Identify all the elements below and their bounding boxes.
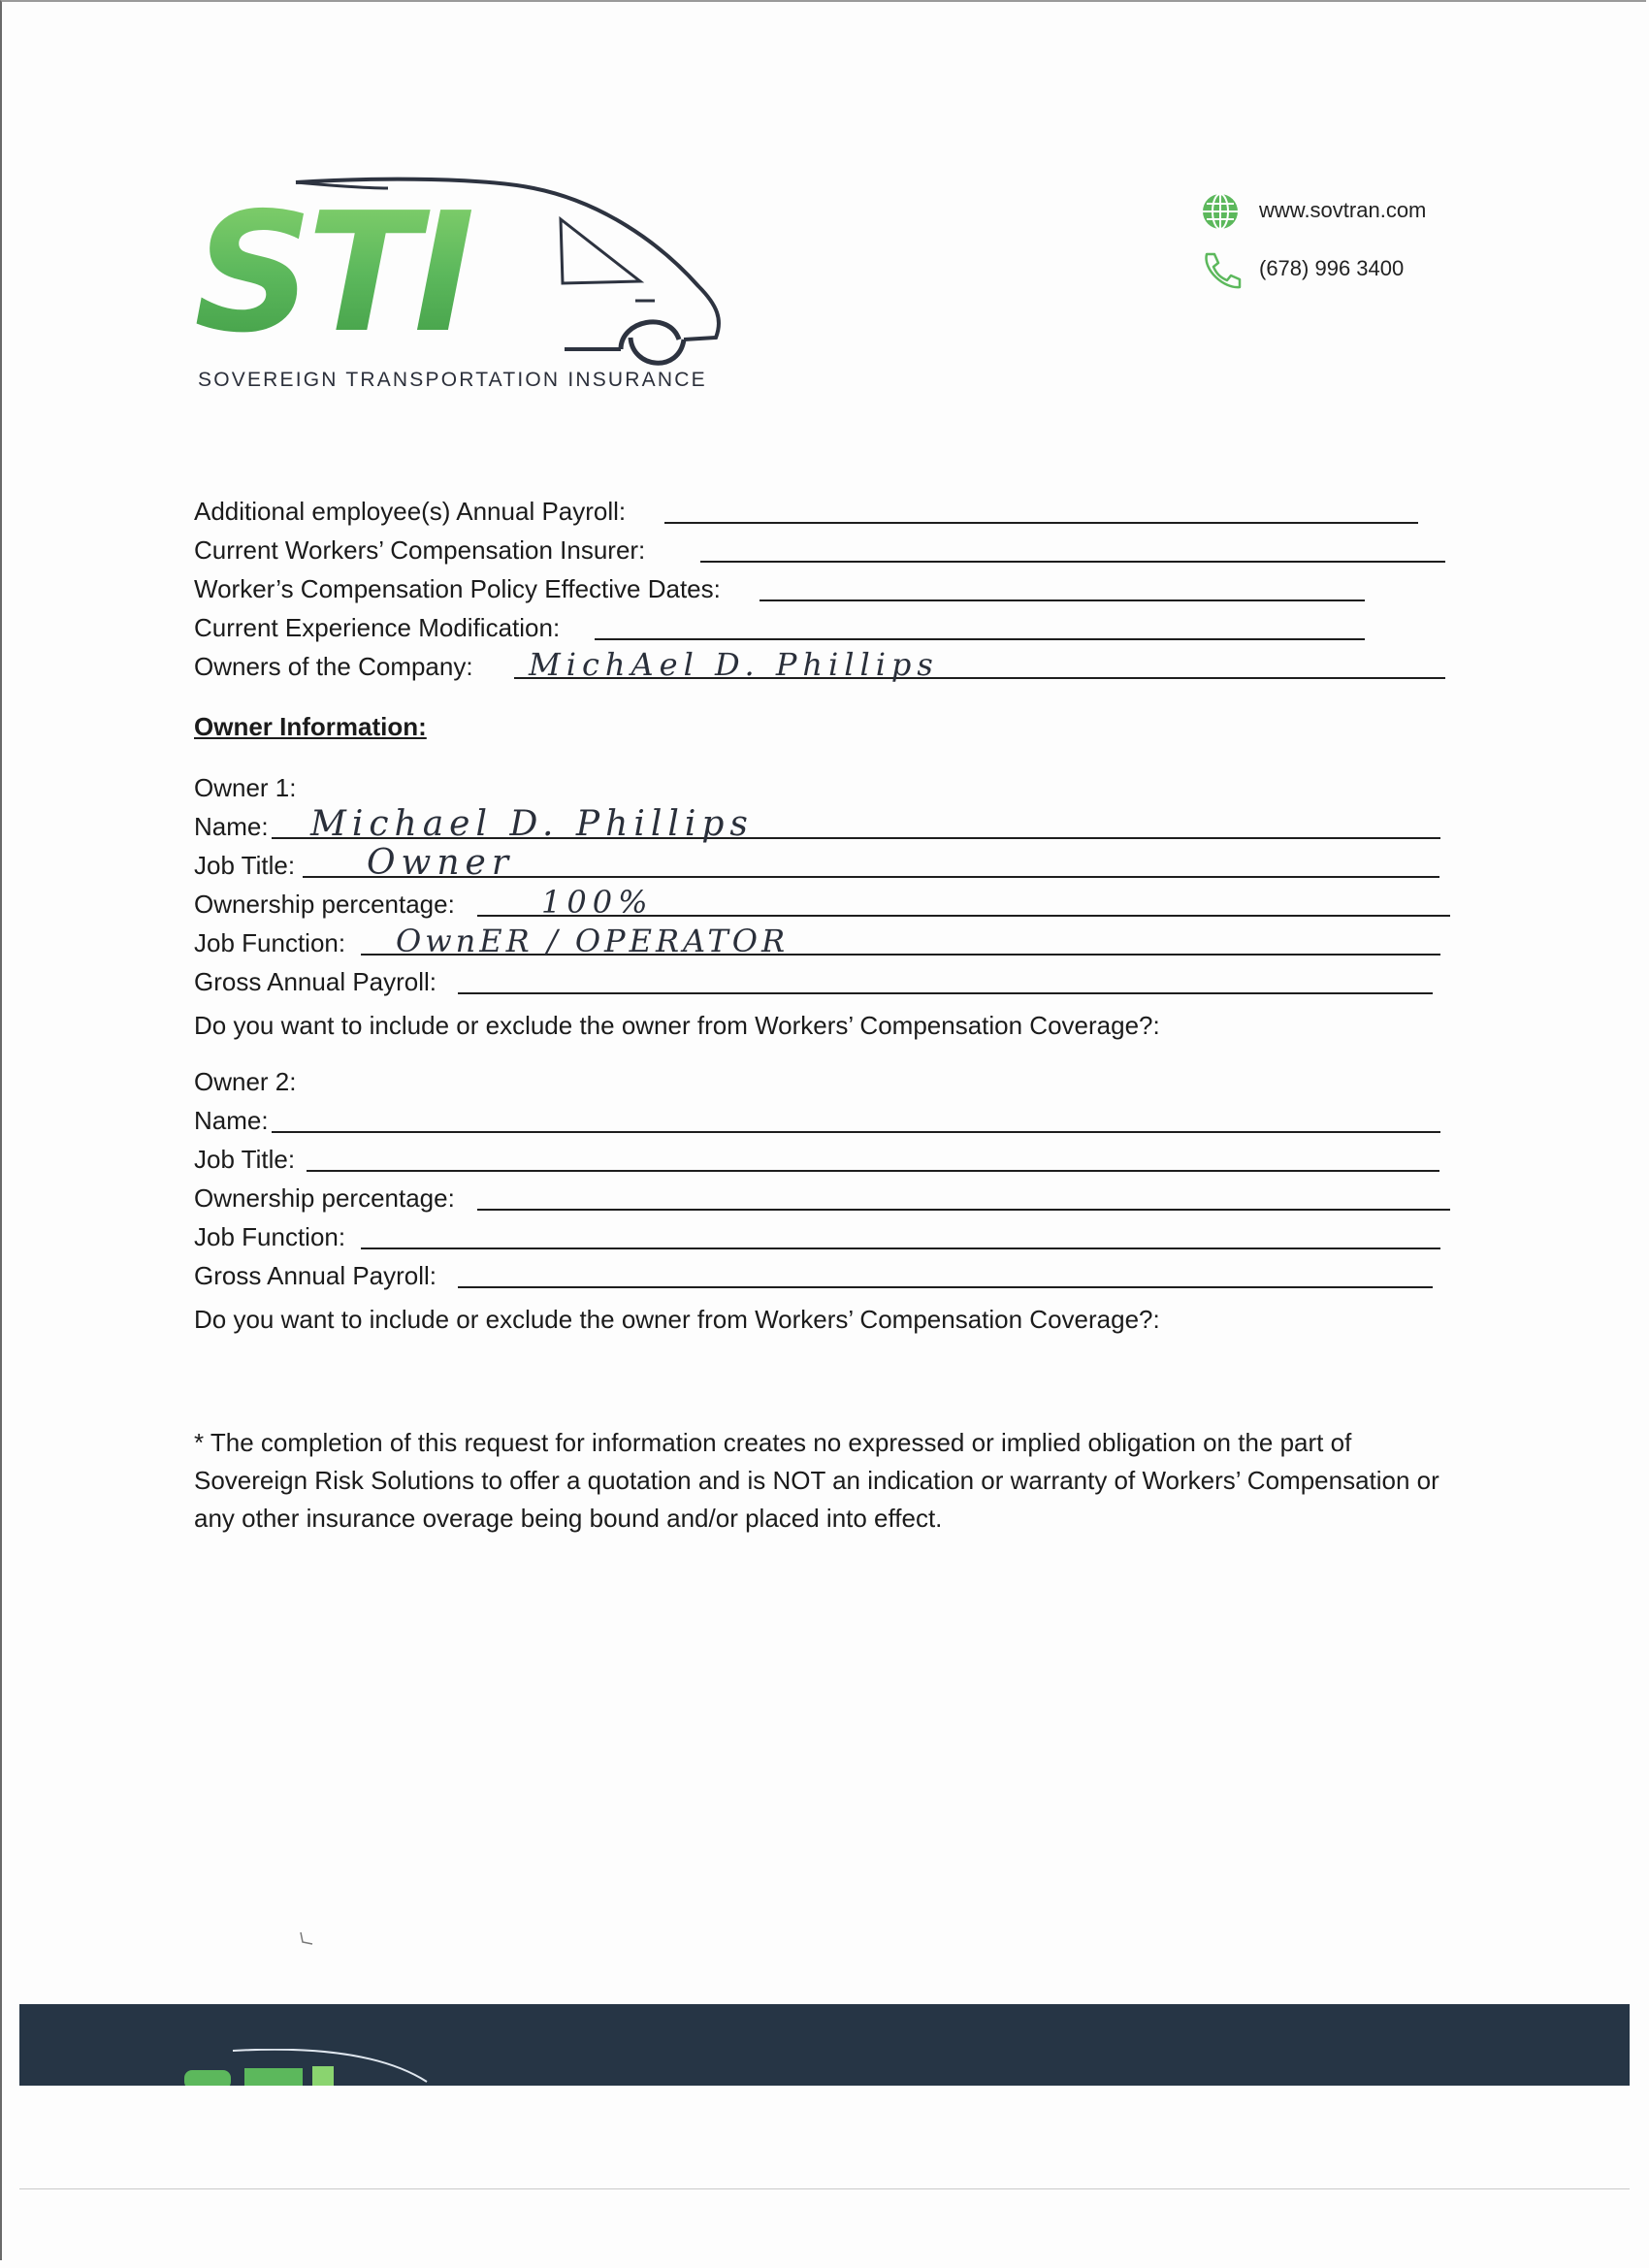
phone-icon — [1199, 248, 1242, 291]
input-line[interactable] — [458, 1286, 1433, 1288]
field-label: Name: — [194, 1106, 269, 1135]
input-line[interactable] — [664, 522, 1418, 524]
owner2-percentage-field[interactable] — [194, 1182, 1455, 1215]
field-label: Worker’s Compensation Policy Effective Dates: — [194, 574, 721, 603]
input-line[interactable] — [760, 599, 1365, 601]
field-company-owners[interactable] — [194, 646, 1455, 683]
field-current-insurer[interactable] — [194, 534, 1455, 567]
bottom-rule — [19, 2188, 1630, 2189]
field-label: Job Function: — [194, 1222, 346, 1251]
website-link[interactable]: www.sovtran.com — [1259, 198, 1427, 222]
input-line[interactable] — [458, 992, 1433, 994]
handwritten-value: Owner — [367, 843, 515, 883]
field-label: Additional employee(s) Annual Payroll: — [194, 497, 627, 526]
owner1-payroll-field[interactable] — [194, 965, 1455, 998]
disclaimer-text: * The completion of this request for information creates no expressed or implied obligation on the part of Sovereign Risk Solutions to offer a quotation and is NOT an indication or warranty of Workers’ Compensation or any other insurance overage being bound and/or placed into effect. — [194, 1428, 1439, 1533]
input-line[interactable] — [307, 1170, 1439, 1172]
owner2-function-field[interactable] — [194, 1220, 1455, 1253]
owner1-percentage-field[interactable] — [194, 884, 1455, 921]
field-additional-payroll[interactable] — [194, 495, 1455, 528]
field-policy-dates[interactable] — [194, 572, 1455, 605]
field-label: Current Workers’ Compensation Insurer: — [194, 535, 646, 565]
owner2-name-field[interactable] — [194, 1104, 1455, 1137]
handwritten-value: OwnER / OPERATOR — [396, 923, 790, 959]
owner1-function-field[interactable] — [194, 923, 1455, 959]
owner2-coverage-question: Do you want to include or exclude the owner from Workers’ Compensation Coverage?: — [194, 1305, 1160, 1334]
owner1-heading: Owner 1: — [194, 773, 297, 802]
globe-icon — [1199, 190, 1242, 233]
owner1-name-field[interactable] — [194, 804, 1455, 844]
input-line[interactable] — [700, 561, 1445, 563]
field-label: Job Title: — [194, 851, 296, 880]
scan-mark — [297, 1930, 316, 1950]
field-experience-mod[interactable] — [194, 611, 1455, 644]
input-line[interactable] — [272, 1131, 1440, 1133]
logo-letters: STI — [194, 178, 469, 370]
owner1-title-field[interactable] — [194, 843, 1455, 883]
input-line[interactable] — [595, 638, 1365, 640]
field-label: Owners of the Company: — [194, 652, 473, 681]
handwritten-value: MichAel D. Phillips — [529, 646, 939, 683]
field-label: Gross Annual Payroll: — [194, 967, 437, 996]
field-label: Ownership percentage: — [194, 890, 455, 919]
field-label: Job Function: — [194, 928, 346, 957]
input-line[interactable] — [361, 1247, 1440, 1249]
handwritten-value: Michael D. Phillips — [310, 804, 754, 844]
field-label: Name: — [194, 812, 269, 841]
logo-caption: SOVEREIGN TRANSPORTATION INSURANCE — [198, 369, 707, 391]
field-label: Current Experience Modification: — [194, 613, 561, 642]
handwritten-value: 100% — [541, 884, 654, 921]
owner1-coverage-question: Do you want to include or exclude the owner from Workers’ Compensation Coverage?: — [194, 1011, 1160, 1040]
field-label: Job Title: — [194, 1145, 296, 1174]
owner-info-heading: Owner Information: — [194, 712, 427, 741]
sti-logo — [194, 175, 737, 398]
owner2-payroll-field[interactable] — [194, 1259, 1455, 1292]
field-label: Gross Annual Payroll: — [194, 1261, 437, 1290]
field-label: Ownership percentage: — [194, 1183, 455, 1213]
input-line[interactable] — [477, 1209, 1450, 1211]
footer-logo — [184, 2049, 436, 2086]
phone-number[interactable]: (678) 996 3400 — [1259, 256, 1405, 280]
owner2-heading: Owner 2: — [194, 1067, 297, 1096]
owner2-title-field[interactable] — [194, 1143, 1455, 1176]
